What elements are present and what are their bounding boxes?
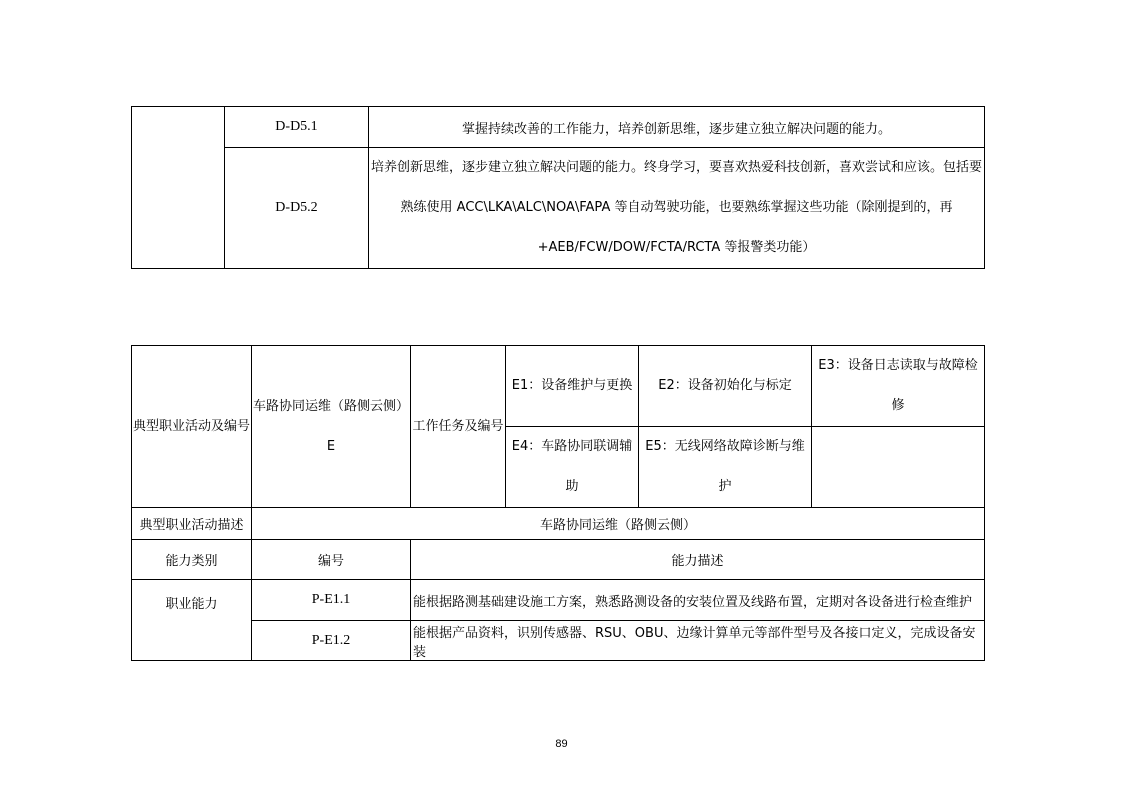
task-empty — [812, 427, 985, 508]
task-label: 工作任务及编号 — [411, 346, 506, 508]
ability-code: P-E1.2 — [252, 621, 411, 661]
header-code: 编号 — [252, 540, 411, 580]
activity-value: 车路协同运维（路侧云侧）E — [252, 346, 411, 508]
task-e1: E1：设备维护与更换 — [506, 346, 639, 427]
desc-value: 车路协同运维（路侧云侧） — [252, 508, 985, 540]
ability-description: 培养创新思维，逐步建立独立解决问题的能力。终身学习，要喜欢热爱科技创新，喜欢尝试和应该。包括要熟练使用 ACC\LKA\ALC\NOA\FAPA 等自动驾驶功能，也要熟练掌握这些功能（除刚提到的，再+AEB/FCW/DOW/FCTA/RCTA 等报警类功能） — [369, 148, 985, 269]
ability-description: 掌握持续改善的工作能力，培养创新思维，逐步建立独立解决问题的能力。 — [369, 107, 985, 148]
ability-description: 能根据路测基础建设施工方案，熟悉路测设备的安装位置及线路布置，定期对各设备进行检查维护 — [411, 580, 985, 621]
ability-table-continued — [131, 106, 985, 269]
category-cell-empty — [132, 107, 225, 269]
ability-code: P-E1.1 — [252, 580, 411, 621]
header-category: 能力类别 — [132, 540, 252, 580]
task-e2: E2：设备初始化与标定 — [639, 346, 812, 427]
ability-code: D-D5.1 — [225, 107, 369, 148]
task-e3: E3：设备日志读取与故障检修 — [812, 346, 985, 427]
desc-label: 典型职业活动描述 — [132, 508, 252, 540]
category-cell: 职业能力 — [132, 580, 252, 661]
ability-description: 能根据产品资料，识别传感器、RSU、OBU、边缘计算单元等部件型号及各接口定义，完成设备安装 — [411, 621, 985, 661]
header-description: 能力描述 — [411, 540, 985, 580]
task-e5: E5：无线网络故障诊断与维护 — [639, 427, 812, 508]
activity-label: 典型职业活动及编号 — [132, 346, 252, 508]
ability-code: D-D5.2 — [225, 148, 369, 269]
page-number: 89 — [555, 738, 568, 750]
activity-table — [131, 345, 985, 661]
task-e4: E4：车路协同联调辅助 — [506, 427, 639, 508]
